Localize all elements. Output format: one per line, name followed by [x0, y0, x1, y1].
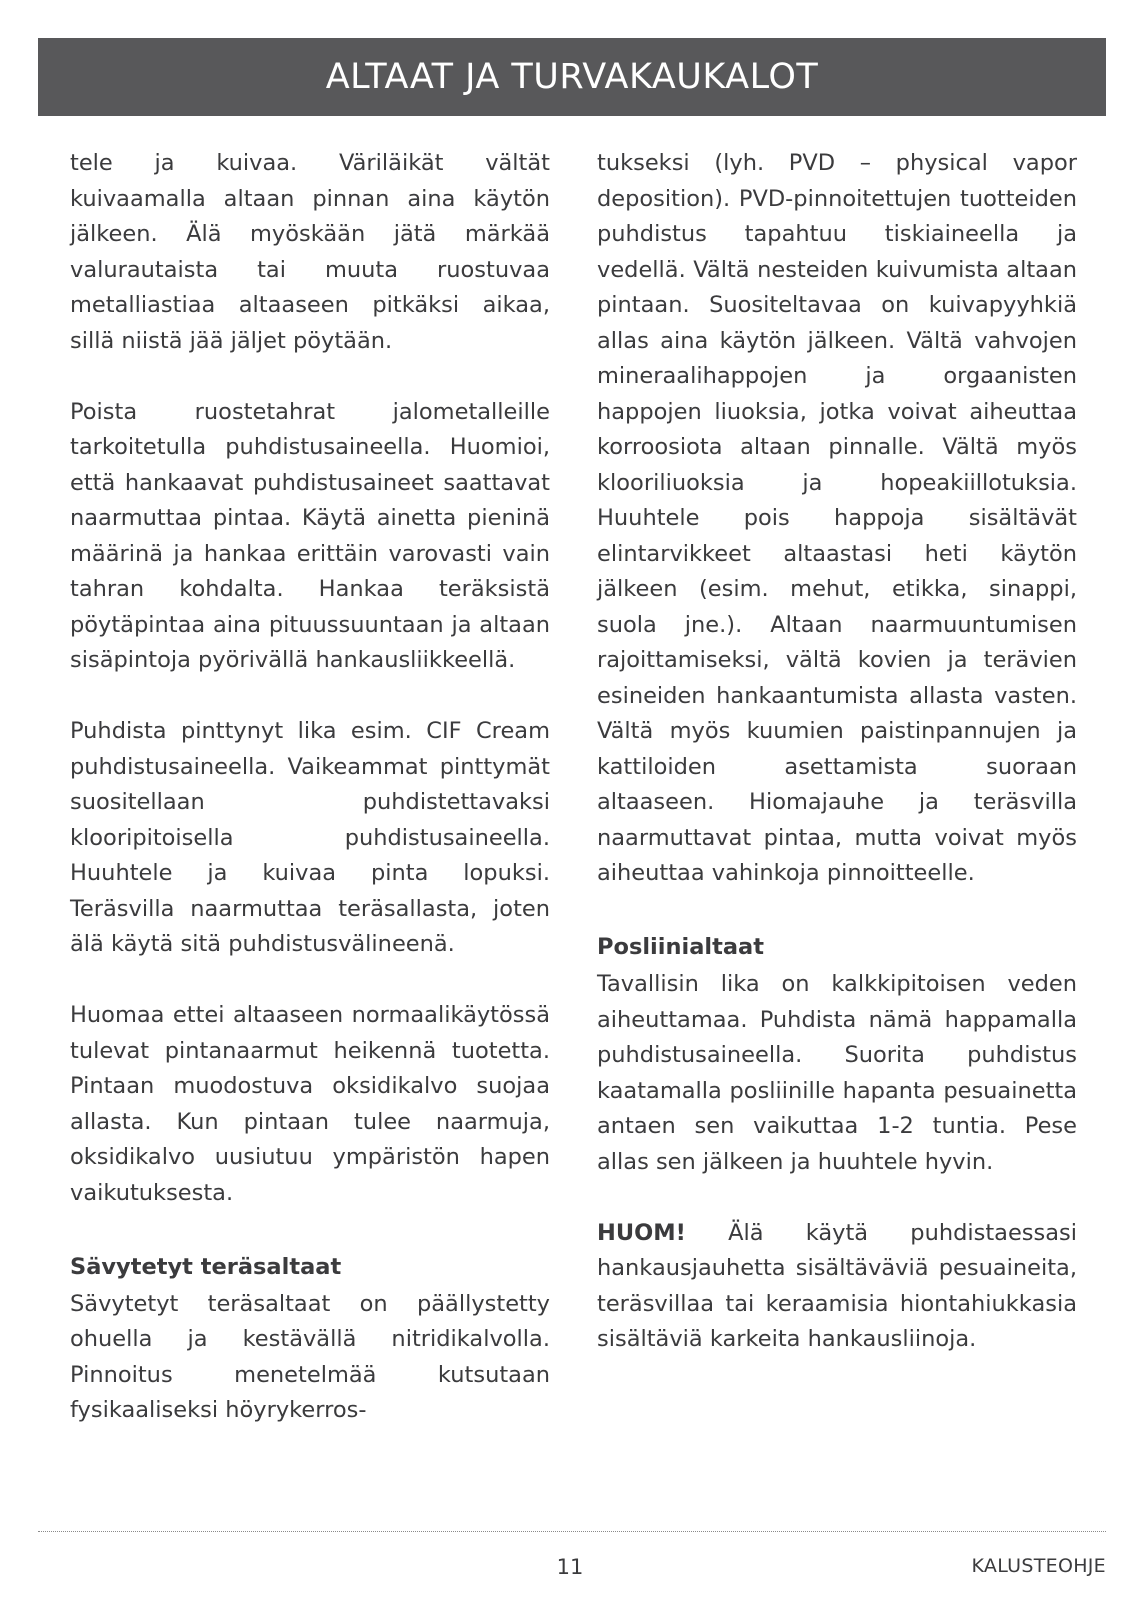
paragraph: Huomaa ettei altaaseen normaalikäytössä tulevat pintanaarmut heikennä tuotetta. Pintaan muodostuva oksidikalvo suojaa allasta. Kun pintaan tulee naarmuja, oksidikalvo uusiutuu ympäristön hapen vaikutuksesta. — [70, 1002, 550, 1206]
footer-divider — [38, 1531, 1106, 1532]
section-heading: Sävytetyt teräsaltaat — [70, 1253, 342, 1280]
note-text: Älä käytä puhdistaessasi hankausjauhetta sisältäväviä pesuaineita, teräsvillaa tai keraamisia hiontahiukkasia sisältäviä karkeita hankausliinoja. — [597, 1219, 1077, 1352]
note-label: HUOM! — [597, 1219, 686, 1246]
footer-label: KALUSTEOHJE — [971, 1555, 1106, 1577]
left-column — [70, 146, 550, 1429]
page-number: 11 — [556, 1555, 584, 1579]
paragraph: Tavallisin lika on kalkkipitoisen veden aiheuttamaa. Puhdista nämä happamalla puhdistusaineella. Suorita puhdistus kaatamalla posliinille hapanta pesuainetta antaen sen vaikuttaa 1-2 tuntia. Pese allas sen jälkeen ja huuhtele hyvin. — [597, 971, 1077, 1175]
page-title: ALTAAT JA TURVAKAUKALOT — [325, 57, 819, 97]
right-column — [597, 146, 1077, 1358]
paragraph: Poista ruostetahrat jalometalleille tarkoitetulla puhdistusaineella. Huomioi, että hankaavat puhdistusaineet saattavat naarmuttaa pintaa. Käytä ainetta pieninä määrinä ja hankaa erittäin varovasti vain tahran kohdalta. Hankaa teräksistä pöytäpintaa aina pituussuuntaan ja altaan sisäpintoja pyörivällä hankausliikkeellä. — [70, 398, 550, 673]
note-paragraph — [597, 1216, 1077, 1358]
paragraph: tele ja kuivaa. Väriläikät vältät kuivaamalla altaan pinnan aina käytön jälkeen. Älä myöskään jätä märkää valurautaista tai muuta ruostuvaa metalliastiaa altaaseen pitkäksi aikaa, sillä niistä jää jäljet pöytään. — [70, 150, 550, 354]
header-bar — [38, 38, 1106, 116]
paragraph: Puhdista pinttynyt lika esim. CIF Cream puhdistusaineella. Vaikeammat pinttymät suositellaan puhdistettavaksi klooripitoisella puhdistusaineella. Huuhtele ja kuivaa pinta lopuksi. Teräsvilla naarmuttaa teräsallasta, joten älä käytä sitä puhdistusvälineenä. — [70, 718, 550, 957]
paragraph: tukseksi (lyh. PVD – physical vapor deposition). PVD-pinnoitettujen tuotteiden puhdistus tapahtuu tiskiaineella ja vedellä. Vältä nesteiden kuivumista altaan pintaan. Suositeltavaa on kuivapyyhkiä allas aina käytön jälkeen. Vältä vahvojen mineraalihappojen ja orgaanisten happojen liuoksia, jotka voivat aiheuttaa korroosiota altaan pinnalle. Vältä myös klooriliuoksia ja hopeakiillotuksia. Huuhtele pois happoja sisältävät elintarvikkeet altaastasi heti käytön jälkeen (esim. mehut, etikka, sinappi, suola jne.). Altaan naarmuuntumisen rajoittamiseksi, vältä kovien ja terävien esineiden hankaantumista allasta vasten. Vältä myös kuumien paistinpannujen ja kattiloiden asettamista suoraan altaaseen. Hiomajauhe ja teräsvilla naarmuttavat pintaa, mutta voivat myös aiheuttaa vahinkoja pinnoitteelle. — [597, 150, 1077, 886]
paragraph: Sävytetyt teräsaltaat on päällystetty ohuella ja kestävällä nitridikalvolla. Pinnoitus menetelmää kutsutaan fysikaaliseksi höyrykerros- — [70, 1290, 550, 1423]
section-heading: Posliinialtaat — [597, 934, 764, 960]
